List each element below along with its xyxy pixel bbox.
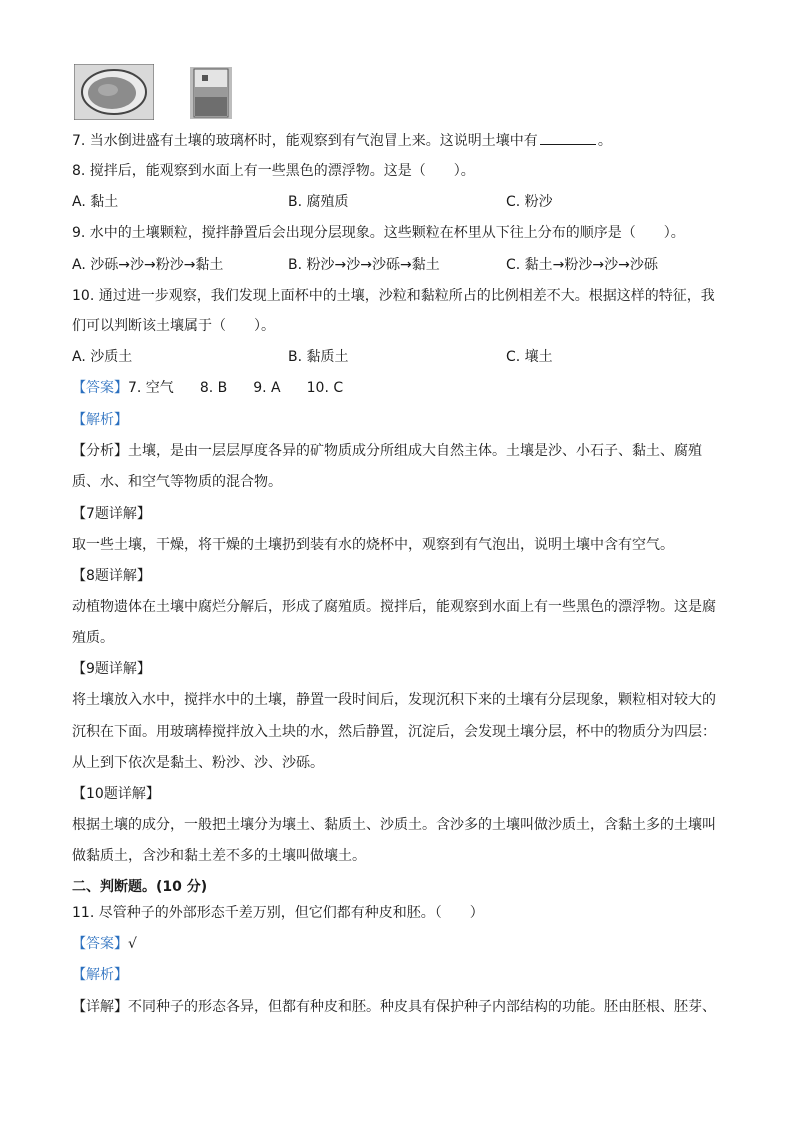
detail-9-line-3: 从上到下依次是黏土、粉沙、沙、沙砾。	[72, 755, 324, 771]
detail-8-line-1: 动植物遗体在土壤中腐烂分解后，形成了腐殖质。搅拌后，能观察到水面上有一些黑色的漂浮物。这是腐	[72, 599, 716, 615]
detail-10-line-1: 根据土壤的成分，一般把土壤分为壤土、黏质土、沙质土。含沙多的土壤叫做沙质土，含黏土多的土壤叫	[72, 817, 716, 833]
detail-10-title: 【10题详解】	[72, 786, 160, 802]
question-10-line-2: 们可以判断该土壤属于（ ）。	[72, 318, 275, 334]
question-8: 8. 搅拌后，能观察到水面上有一些黑色的漂浮物。这是（ ）。	[72, 163, 475, 179]
question-7	[72, 130, 612, 151]
soil-dish-photo	[74, 64, 154, 120]
question-10-line-1: 10. 通过进一步观察，我们发现上面杯中的土壤，沙粒和黏粒所占的比例相差不大。根据这样的特征，我	[72, 288, 715, 304]
answer-label: 【答案】	[72, 936, 128, 952]
question-8-option-a: A. 黏土	[72, 194, 119, 210]
soil-cup-photo	[190, 67, 232, 119]
detail-7-line-1: 取一些土壤，干燥，将干燥的土壤扔到装有水的烧杯中，观察到有气泡出，说明土壤中含有空气。	[72, 537, 674, 553]
question-10-option-a: A. 沙质土	[72, 349, 133, 365]
detail-7-title: 【7题详解】	[72, 506, 151, 522]
answer-row-1	[72, 378, 369, 398]
detail-11-line-1: 【详解】不同种子的形态各异，但都有种皮和胚。种皮具有保护种子内部结构的功能。胚由胚根、胚芽、	[72, 999, 716, 1015]
question-8-option-b: B. 腐殖质	[288, 194, 349, 210]
answer-item: 7. 空气	[128, 380, 174, 396]
analysis-fenxi-line-1: 【分析】土壤，是由一层层厚度各异的矿物质成分所组成大自然主体。土壤是沙、小石子、黏土、腐殖	[72, 443, 702, 459]
answer-item: 9. A	[253, 380, 281, 396]
detail-9-line-2: 沉积在下面。用玻璃棒搅拌放入土块的水，然后静置，沉淀后，会发现土壤分层，杯中的物质分为四层：	[72, 724, 716, 740]
detail-9-line-1: 将土壤放入水中，搅拌水中的土壤，静置一段时间后，发现沉积下来的土壤有分层现象，颗粒相对较大的	[72, 692, 716, 708]
analysis-fenxi-line-2: 质、水、和空气等物质的混合物。	[72, 474, 282, 490]
detail-8-title: 【8题详解】	[72, 568, 151, 584]
answer-blank	[540, 130, 596, 145]
detail-9-title: 【9题详解】	[72, 661, 151, 677]
answer-row-2	[72, 934, 137, 954]
analysis-label: 【解析】	[72, 412, 128, 428]
question-9-option-c: C. 黏土→粉沙→沙→沙砾	[506, 257, 658, 273]
question-10-option-b: B. 黏质土	[288, 349, 349, 365]
question-7-text: 7. 当水倒进盛有土壤的玻璃杯时，能观察到有气泡冒上来。这说明土壤中有	[72, 133, 538, 149]
answer-value: √	[128, 936, 137, 952]
question-7-end: 。	[597, 133, 612, 149]
question-11: 11. 尽管种子的外部形态千差万别，但它们都有种皮和胚。（ ）	[72, 905, 484, 921]
detail-8-line-2: 殖质。	[72, 630, 114, 646]
analysis-label-2: 【解析】	[72, 967, 128, 983]
question-9: 9. 水中的土壤颗粒，搅拌静置后会出现分层现象。这些颗粒在杯里从下往上分布的顺序是（ ）。	[72, 225, 685, 241]
answer-item: 8. B	[199, 380, 228, 396]
question-8-option-c: C. 粉沙	[506, 194, 553, 210]
question-9-option-a: A. 沙砾→沙→粉沙→黏土	[72, 257, 224, 273]
question-10-option-c: C. 壤土	[506, 349, 553, 365]
answer-item: 10. C	[306, 380, 344, 396]
answer-label: 【答案】	[72, 380, 128, 396]
section-2-heading: 二、判断题。(10 分)	[72, 879, 208, 895]
question-9-option-b: B. 粉沙→沙→沙砾→黏土	[288, 257, 440, 273]
detail-10-line-2: 做黏质土，含沙和黏土差不多的土壤叫做壤土。	[72, 848, 366, 864]
